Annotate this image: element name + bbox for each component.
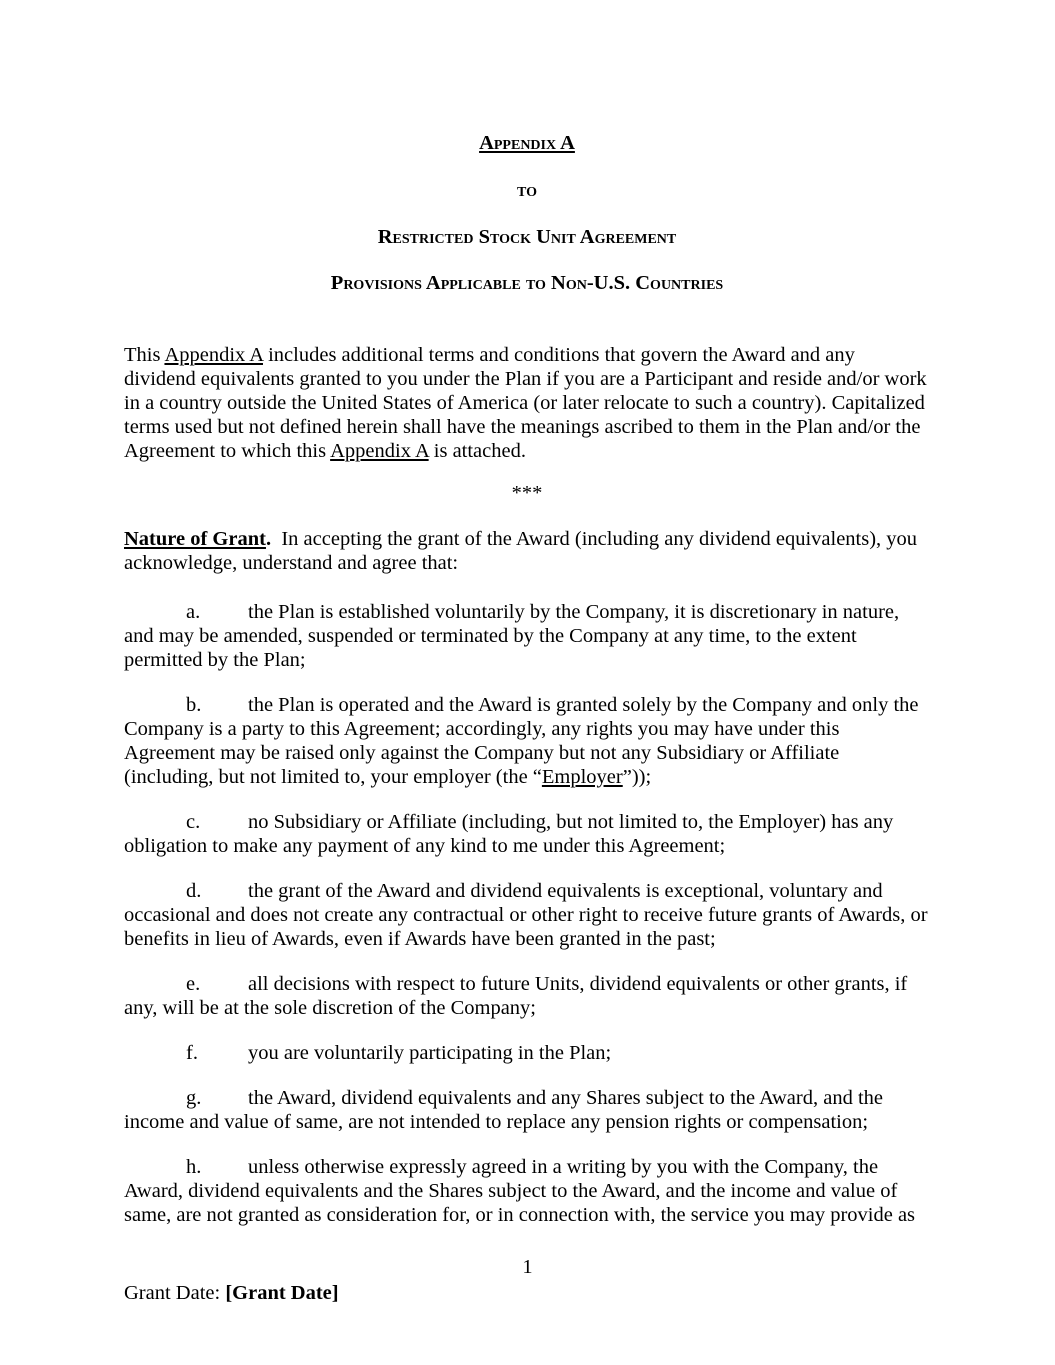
heading-provisions-non-us-countries: Provisions Applicable to Non-U.S. Countries	[330, 272, 724, 294]
grant-date-line	[124, 1281, 339, 1305]
section-separator: ***	[511, 482, 543, 504]
list-item-c	[124, 810, 930, 858]
item-text: unless otherwise expressly agreed in a writing by you with the Company, the Award, dividend equivalents and the Shares subject to the Award, and the income and value of same, are not granted as consideration for, or in connection with, the service you may provide as	[124, 1156, 916, 1226]
item-text: all decisions with respect to future Units, dividend equivalents or other grants, if any, will be at the sole discretion of the Company;	[124, 973, 908, 1019]
heading-appendix-a: Appendix A	[479, 132, 575, 154]
item-text: the Plan is operated and the Award is granted solely by the Company and only the Company is a party to this Agreement; accordingly, any rights you may have under this Agreement may be raised only against the Company but not any Subsidiary or Affiliate (including, but not limited to, your employer (the “Employer”));	[124, 694, 919, 788]
item-letter: b.	[186, 694, 202, 716]
item-letter: e.	[186, 973, 201, 995]
item-letter: g.	[186, 1087, 202, 1109]
list-item-e	[124, 972, 930, 1020]
intro-paragraph: This Appendix A includes additional terms and conditions that govern the Award and any dividend equivalents granted to you under the Plan if you are a Participant and reside and/or work in a country outside the United States of America (or later relocate to such a country). Capitalized terms used but not defined herein shall have the meanings ascribed to them in the Plan and/or the Agreement to which this Appendix A is attached.	[124, 344, 927, 462]
item-text: the Award, dividend equivalents and any Shares subject to the Award, and the income and value of same, are not intended to replace any pension rights or compensation;	[124, 1087, 883, 1133]
item-letter: h.	[186, 1156, 202, 1178]
item-letter: d.	[186, 880, 202, 902]
item-letter: f.	[186, 1042, 198, 1064]
grant-date-label: Grant Date:	[124, 1282, 226, 1304]
list-item-b	[124, 693, 930, 789]
list-item-a	[124, 600, 930, 672]
item-letter: c.	[186, 811, 201, 833]
item-text: no Subsidiary or Affiliate (including, but not limited to, the Employer) has any obligation to make any payment of any kind to me under this Agreement;	[124, 811, 894, 857]
nature-of-grant-paragraph: Nature of Grant. In accepting the grant of the Award (including any dividend equivalents), you acknowledge, understand and agree that:	[124, 528, 918, 574]
list-item-h	[124, 1155, 930, 1227]
grant-date-value: [Grant Date]	[225, 1282, 339, 1304]
list-item-g	[124, 1086, 930, 1134]
heading-to: to	[517, 179, 537, 201]
heading-restricted-stock-unit-agreement: Restricted Stock Unit Agreement	[377, 226, 677, 248]
item-text: the grant of the Award and dividend equivalents is exceptional, voluntary and occasional and does not create any contractual or other right to receive future grants of Awards, or benefits in lieu of Awards, even if Awards have been granted in the past;	[124, 880, 928, 950]
list-item-f	[124, 1041, 930, 1065]
item-text: you are voluntarily participating in the Plan;	[248, 1042, 612, 1064]
item-letter: a.	[186, 601, 201, 623]
page-number: 1	[522, 1256, 533, 1278]
item-text: the Plan is established voluntarily by the Company, it is discretionary in nature, and may be amended, suspended or terminated by the Company at any time, to the extent permitted by the Plan;	[124, 601, 900, 671]
list-item-d	[124, 879, 930, 951]
